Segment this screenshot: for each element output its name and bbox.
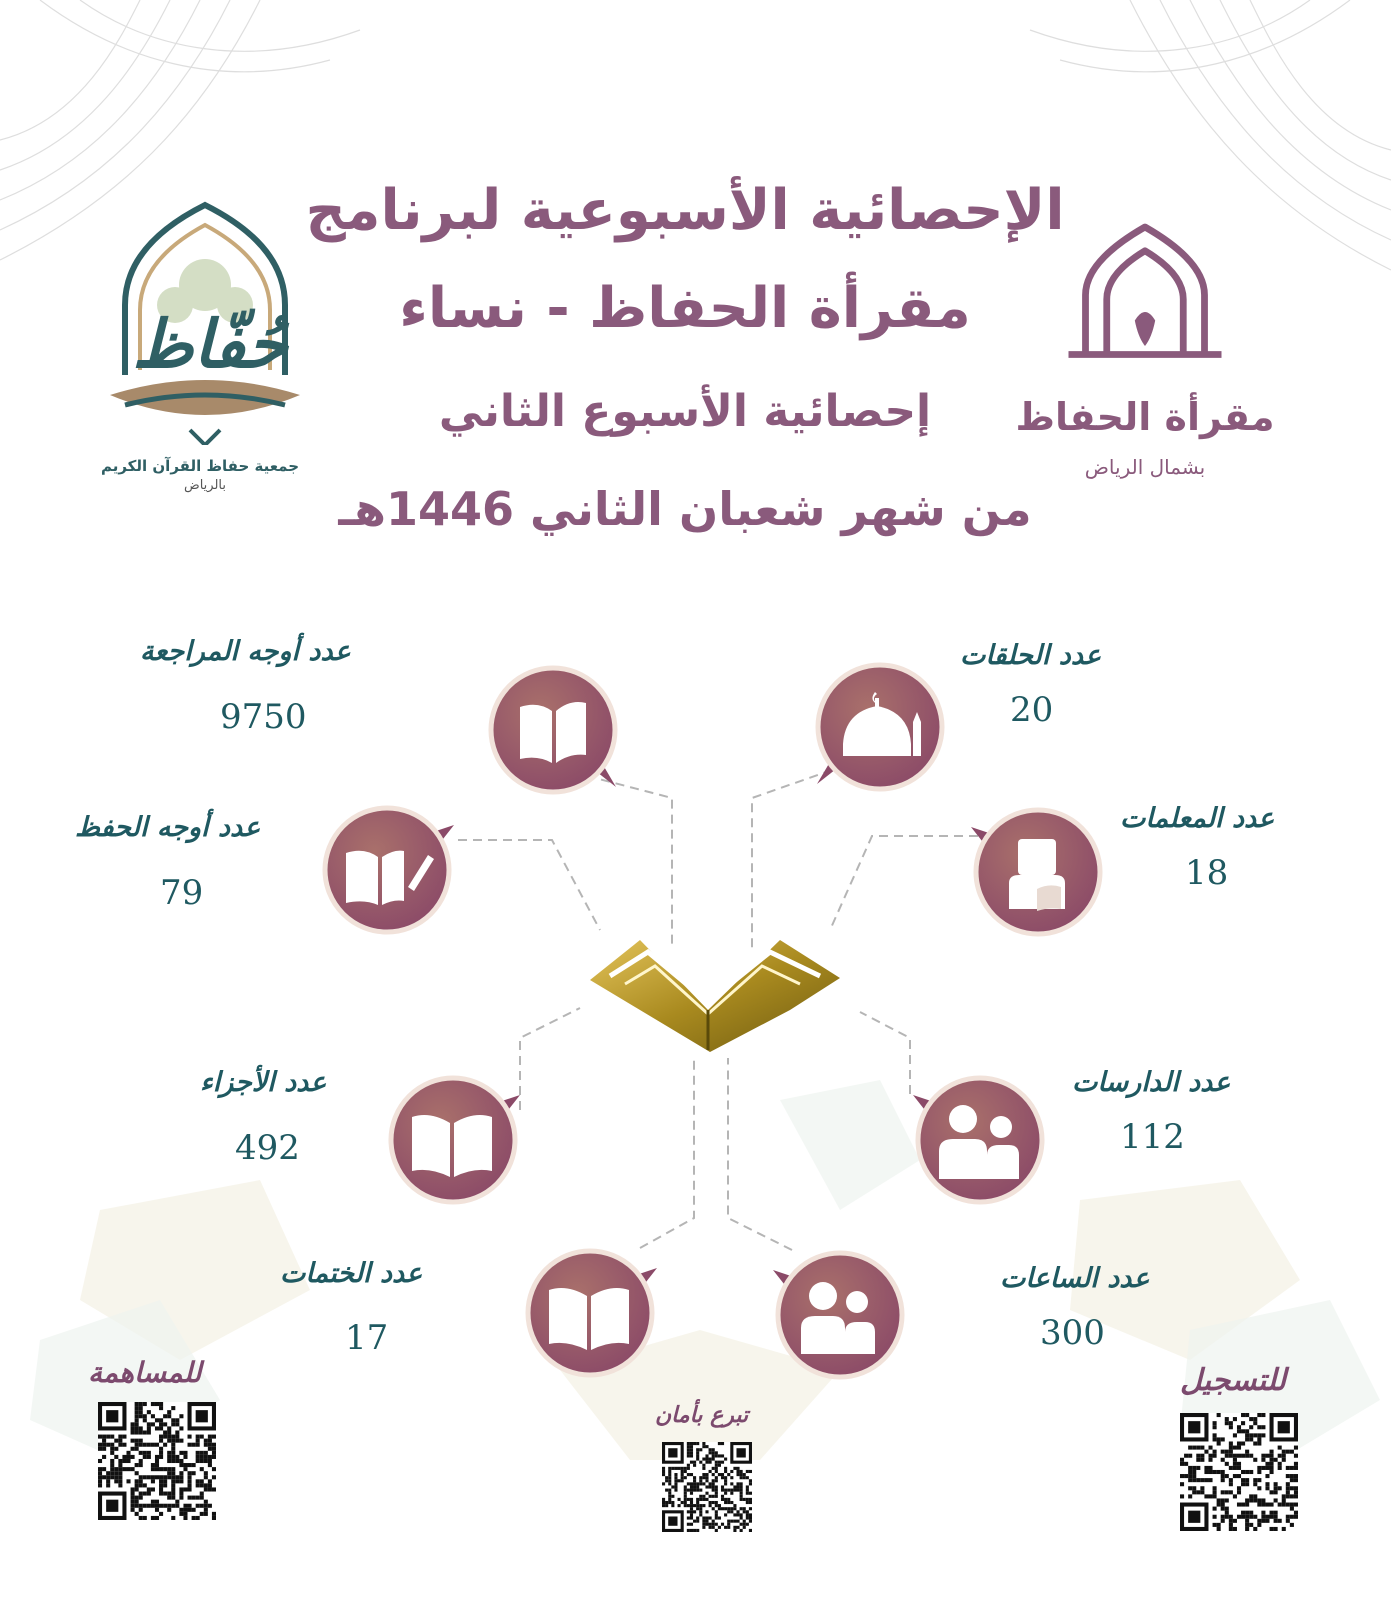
stat-review-label: عدد أوجه المراجعة: [140, 636, 351, 667]
stat-memorization-label: عدد أوجه الحفظ: [75, 812, 261, 843]
bubble-juz: [378, 1065, 528, 1215]
stat-halaqat-value: 20: [1010, 690, 1054, 730]
stat-juz-label: عدد الأجزاء: [200, 1067, 327, 1098]
bubble-students: [905, 1065, 1055, 1215]
stat-hours-label: عدد الساعات: [1000, 1263, 1150, 1294]
qr-donate-label: تبرع بأمان: [655, 1403, 749, 1428]
qr-contribute-code[interactable]: [98, 1402, 216, 1520]
title-line-1: الإحصائية الأسبوعية لبرنامج: [305, 178, 1065, 243]
logo-huffaz-sub: بالرياض: [183, 478, 226, 493]
stat-khatmat-label: عدد الختمات: [280, 1258, 423, 1289]
stat-khatmat-value: 17: [345, 1318, 389, 1358]
stat-hours-value: 300: [1040, 1313, 1105, 1353]
qr-register-code[interactable]: [1180, 1413, 1298, 1531]
quran-book-emblem: [590, 940, 840, 1052]
qr-contribute-label: للمساهمة: [88, 1356, 202, 1389]
bubble-review: [478, 655, 628, 805]
logo-huffaz: [95, 195, 315, 505]
logo-huffaz-name: جمعية حفاظ القرآن الكريم: [100, 457, 300, 475]
qr-donate-code[interactable]: [662, 1442, 752, 1532]
stat-students-label: عدد الدارسات: [1072, 1067, 1231, 1098]
title-line-2: مقرأة الحفاظ - نساء: [399, 276, 971, 341]
stat-review-value: 9750: [220, 697, 307, 737]
stat-teachers-label: عدد المعلمات: [1120, 803, 1275, 834]
bubble-memorization: [312, 795, 462, 945]
logo-huffaz-calligraphy: حُفّاظ: [132, 305, 288, 383]
qr-register-label: للتسجيل: [1180, 1363, 1287, 1398]
logo-maqraa-name: مقرأة الحفاظ: [1015, 395, 1275, 439]
stat-teachers-value: 18: [1185, 853, 1229, 893]
bubble-khatmat: [515, 1238, 665, 1388]
logo-maqraa-sub: بشمال الرياض: [1084, 455, 1206, 479]
arch-emblem-icon: [1060, 215, 1230, 375]
stat-memorization-value: 79: [160, 873, 204, 913]
stat-halaqat-label: عدد الحلقات: [960, 640, 1102, 671]
stat-juz-value: 492: [235, 1128, 300, 1168]
logo-maqraa: [1010, 215, 1280, 485]
stat-students-value: 112: [1120, 1117, 1185, 1157]
bubble-hours: [765, 1240, 915, 1390]
title-line-4: من شهر شعبان الثاني 1446هـ: [338, 482, 1032, 536]
bubble-halaqat: [805, 652, 955, 802]
title-line-3: إحصائية الأسبوع الثاني: [438, 386, 932, 437]
bubble-teachers: [963, 797, 1113, 947]
